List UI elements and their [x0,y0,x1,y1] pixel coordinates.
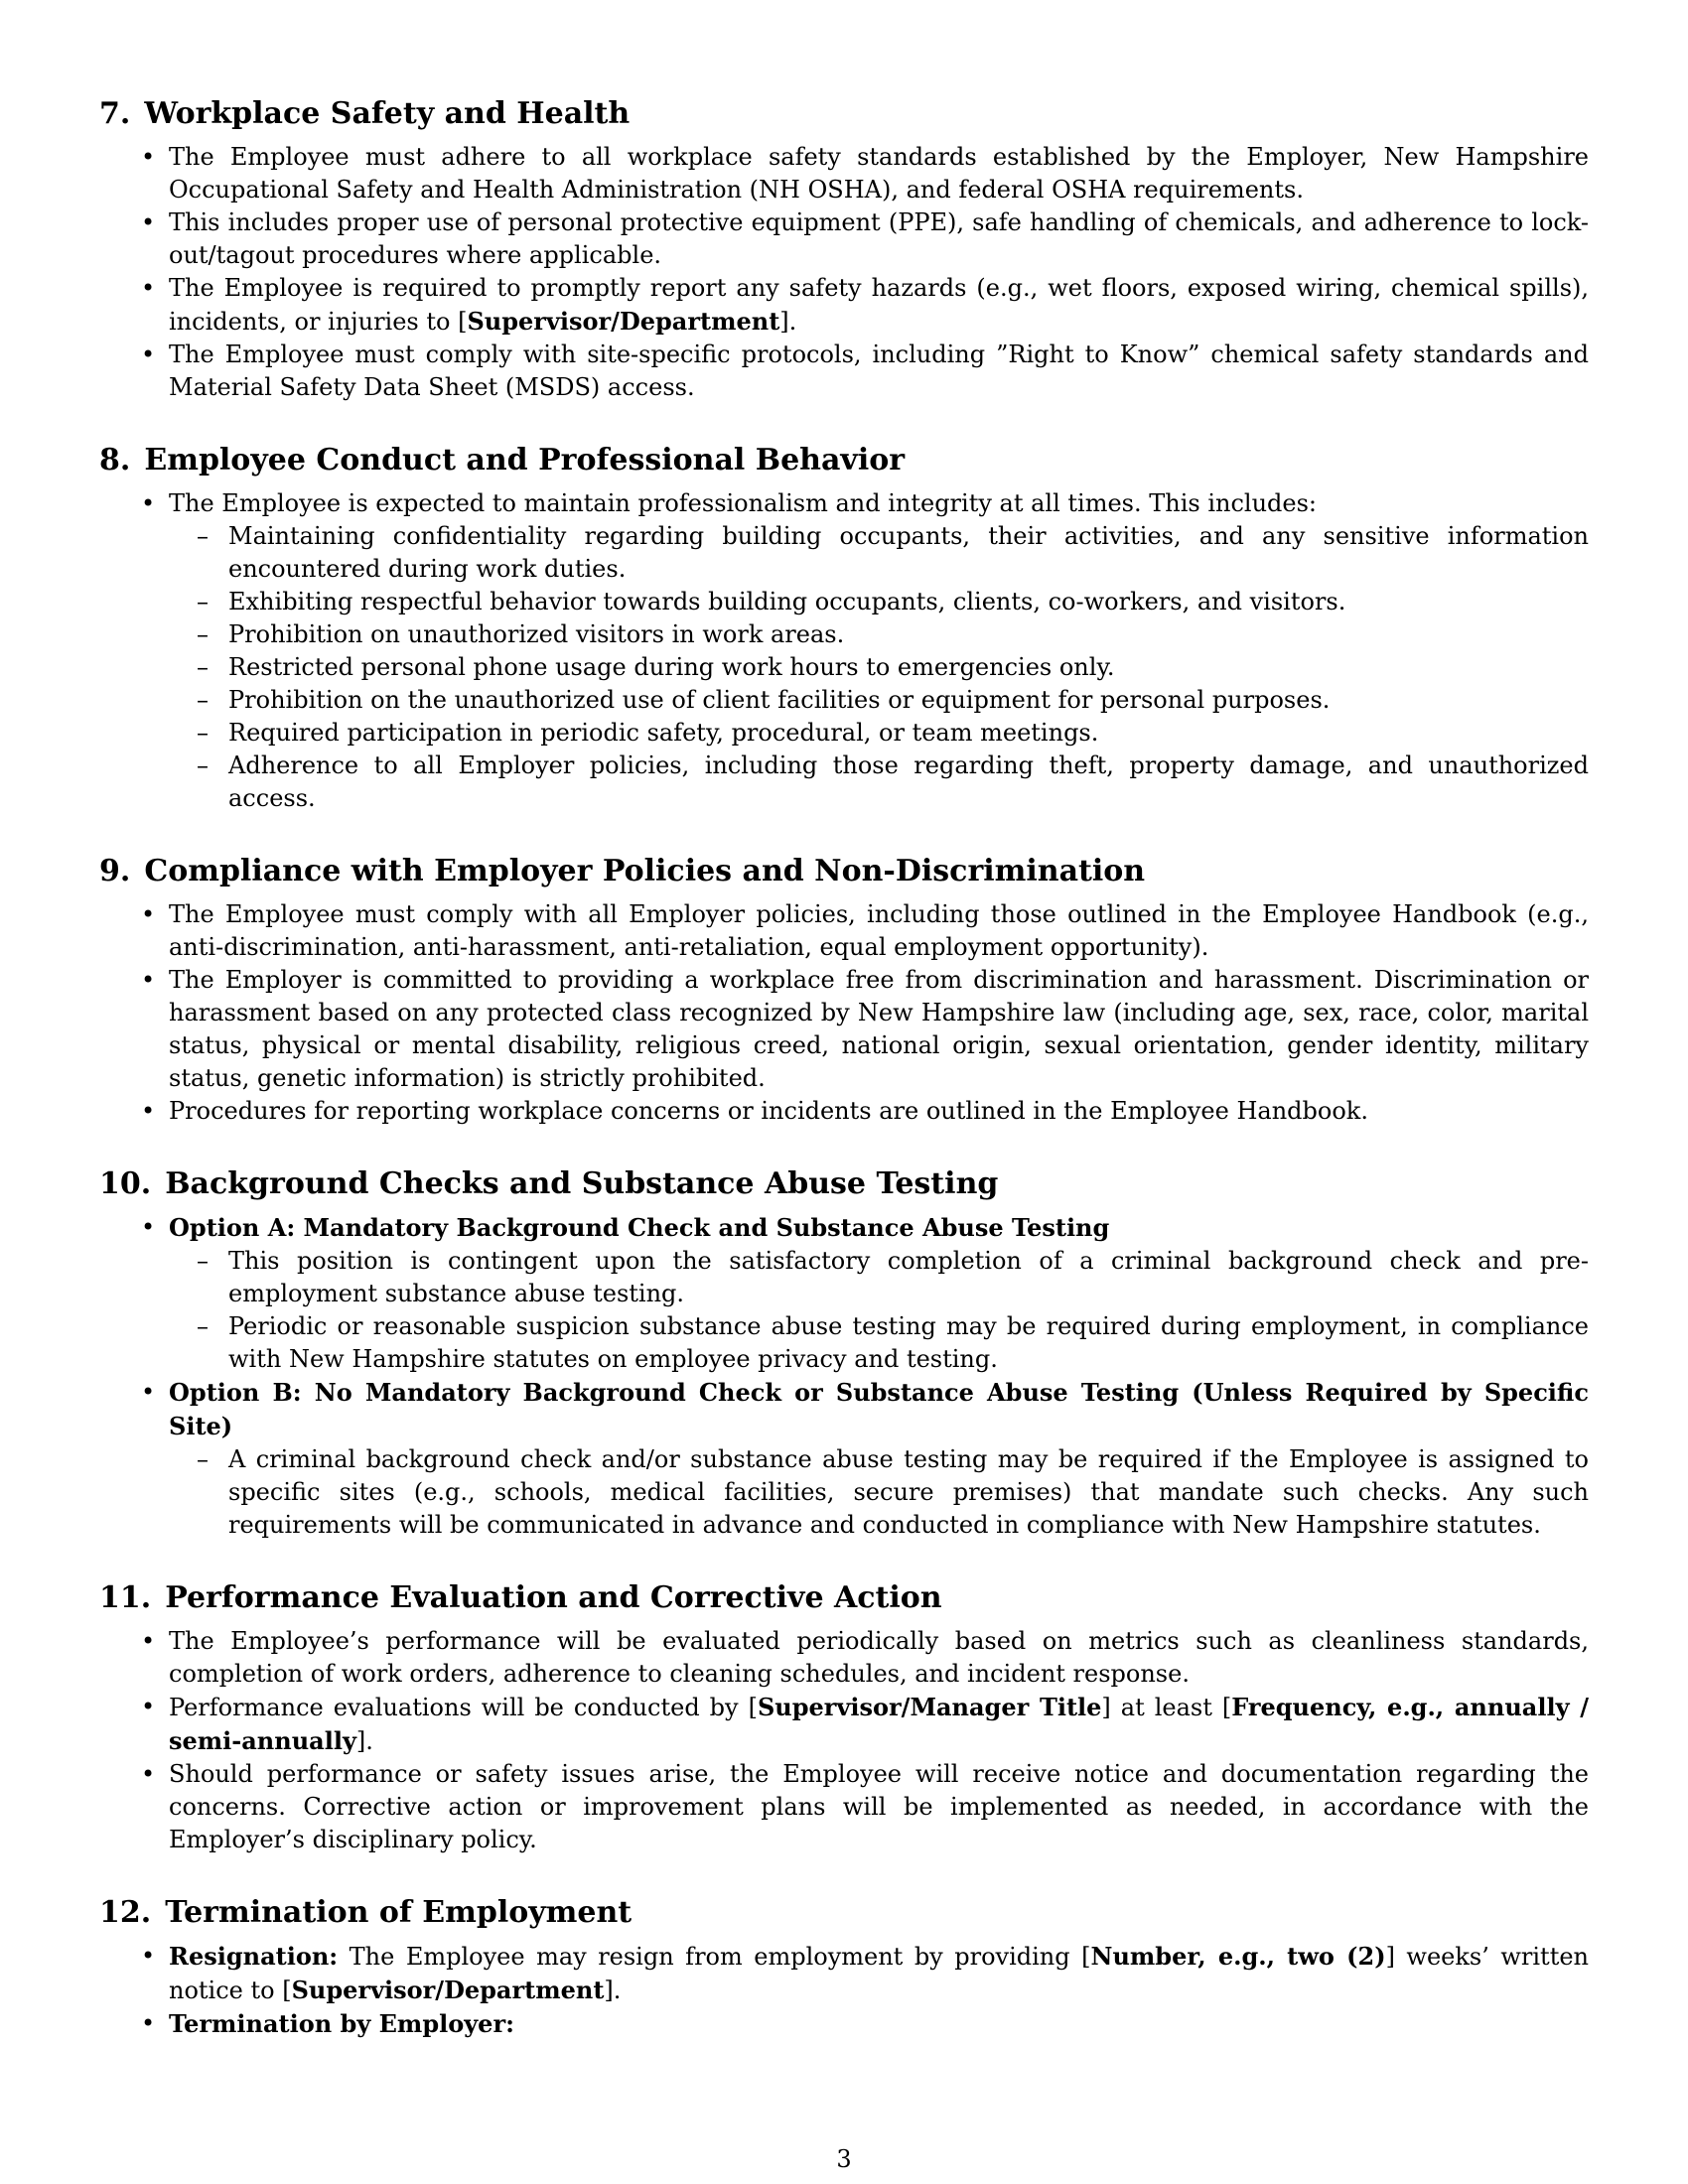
option-heading: Option A: Mandatory Background Check and Substance Abuse Testing [169,1213,1110,1242]
page-number: 3 [836,2145,852,2173]
section-9 [99,853,1589,1128]
sub-list-item: – Maintaining confidentiality regarding building occupants, their activities, and any sensitive information encountered during work duties. [228,520,1589,586]
sub-list-item: – Prohibition on unauthorized visitors in work areas. [228,618,1589,651]
section-heading: 8. Employee Conduct and Professional Behavior [99,443,906,478]
document-page [99,95,1589,2079]
list-item: • The Employee must adhere to all workplace safety standards established by the Employer, New Hampshire Occupational Safety and Health Administration (NH OSHA), and federal OSHA requirements. [169,141,1589,206]
list-item: • Procedures for reporting workplace concerns or incidents are outlined in the Employee Handbook. [169,1095,1589,1128]
list-item [169,1376,1589,1542]
list-item [169,2007,1589,2041]
list-item: • The Employee is required to promptly report any safety hazards (e.g., wet floors, exposed wiring, chemical spills), incidents, or injuries to [Supervisor/Department]. [169,272,1589,339]
section-heading: 7. Workplace Safety and Health [99,96,631,131]
section-7 [99,95,1589,404]
placeholder-field: Supervisor/Department [467,307,780,336]
bullet-list [99,1625,1589,1856]
sub-list-item: – A criminal background check and/or substance abuse testing may be required if the Employee is assigned to specific sites (e.g., schools, medical facilities, secure premises) that mandate such checks. Any such requirements will be communicated in advance and conducted in compliance with New Hampshire statutes. [228,1443,1589,1542]
placeholder-field: Supervisor/Department [291,1976,605,2004]
sub-list [169,1245,1589,1376]
sub-list-item: – Prohibition on the unauthorized use of client facilities or equipment for personal purposes. [228,684,1589,717]
list-item: • Resignation: The Employee may resign from employment by providing [Number, e.g., two (2)] weeks’ written notice to [Supervisor/Department]. [169,1940,1589,2007]
sub-list-item: – Exhibiting respectful behavior towards building occupants, clients, co-workers, and visitors. [228,586,1589,618]
placeholder-field: Number, e.g., two (2) [1090,1942,1386,1971]
section-8 [99,442,1589,815]
bullet-list [99,1940,1589,2041]
list-item: • The Employee is expected to maintain professionalism and integrity at all times. This includes: – Maintaining confidentiality regarding building occupants, their activities, and any sensitive information encountered during work duties. – Exhibiting respectful behavior towards building occupants, clients, co-workers, and visitors. – Prohibition on unauthorized visitors in work areas. – Restricted personal phone usage during work hours to emergencies only. – Prohibition on the unauthorized use of client facilities or equipment for personal purposes. – Required participation in periodic safety, procedural, or team meetings. – Adherence to all Employer policies, including those regarding theft, property damage, and unauthorized access. [169,487,1589,815]
list-item: • The Employer is committed to providing a workplace free from discrimination and harassment. Discrimination or harassment based on any protected class recognized by New Hampshire law (including age, sex, race, color, marital status, physical or mental disability, religious creed, national origin, sexual orientation, gender identity, military status, genetic information) is strictly prohibited. [169,964,1589,1095]
sub-list [169,520,1589,815]
list-item [169,1211,1589,1376]
item-lead: Resignation: [169,1942,339,1971]
section-11 [99,1579,1589,1856]
list-item: • The Employee’s performance will be evaluated periodically based on metrics such as cleanliness standards, completion of work orders, adherence to cleaning schedules, and incident response. [169,1625,1589,1691]
section-heading: 12. Termination of Employment [99,1895,633,1930]
bullet-list [99,141,1589,404]
sub-list-item: – Required participation in periodic safety, procedural, or team meetings. [228,717,1589,750]
list-item: • The Employee must comply with all Employer policies, including those outlined in the Employee Handbook (e.g., anti-discrimination, anti-harassment, anti-retaliation, equal employment opportunity). [169,898,1589,964]
sub-list-item: – This position is contingent upon the satisfactory completion of a criminal background check and pre-employment substance abuse testing. [228,1245,1589,1310]
option-heading: Option B: No Mandatory Background Check or Substance Abuse Testing (Unless Required by Specific Site) [169,1378,1589,1440]
sub-list-item: – Restricted personal phone usage during work hours to emergencies only. [228,651,1589,684]
sub-list-item: – Periodic or reasonable suspicion substance abuse testing may be required during employment, in compliance with New Hampshire statutes on employee privacy and testing. [228,1310,1589,1376]
sub-list-item: – Adherence to all Employer policies, including those regarding theft, property damage, and unauthorized access. [228,750,1589,815]
section-10 [99,1165,1589,1542]
section-heading: 9. Compliance with Employer Policies and Non-Discrimination [99,854,1146,888]
list-item: • The Employee must comply with site-specific protocols, including ”Right to Know” chemical safety standards and Material Safety Data Sheet (MSDS) access. [169,339,1589,404]
bullet-list [99,487,1589,815]
placeholder-field: Supervisor/Manager Title [757,1693,1102,1721]
list-item: • This includes proper use of personal protective equipment (PPE), safe handling of chemicals, and adherence to lock-out/tagout procedures where applicable. [169,206,1589,272]
bullet-list [99,898,1589,1128]
item-lead: Termination by Employer: [169,2009,514,2038]
placeholder-field: Frequency, e.g., annually / semi-annually [169,1693,1589,1755]
list-item: • Should performance or safety issues arise, the Employee will receive notice and documentation regarding the concerns. Corrective action or improvement plans will be implemented as needed, in accordance with the Employer’s disciplinary policy. [169,1758,1589,1856]
sub-list [169,1443,1589,1542]
bullet-list [99,1211,1589,1542]
section-heading: 10. Background Checks and Substance Abuse Testing [99,1166,999,1201]
section-heading: 11. Performance Evaluation and Corrective Action [99,1580,942,1615]
section-12 [99,1894,1589,2041]
list-item: • Performance evaluations will be conducted by [Supervisor/Manager Title] at least [Frequency, e.g., annually / semi-annually]. [169,1691,1589,1758]
